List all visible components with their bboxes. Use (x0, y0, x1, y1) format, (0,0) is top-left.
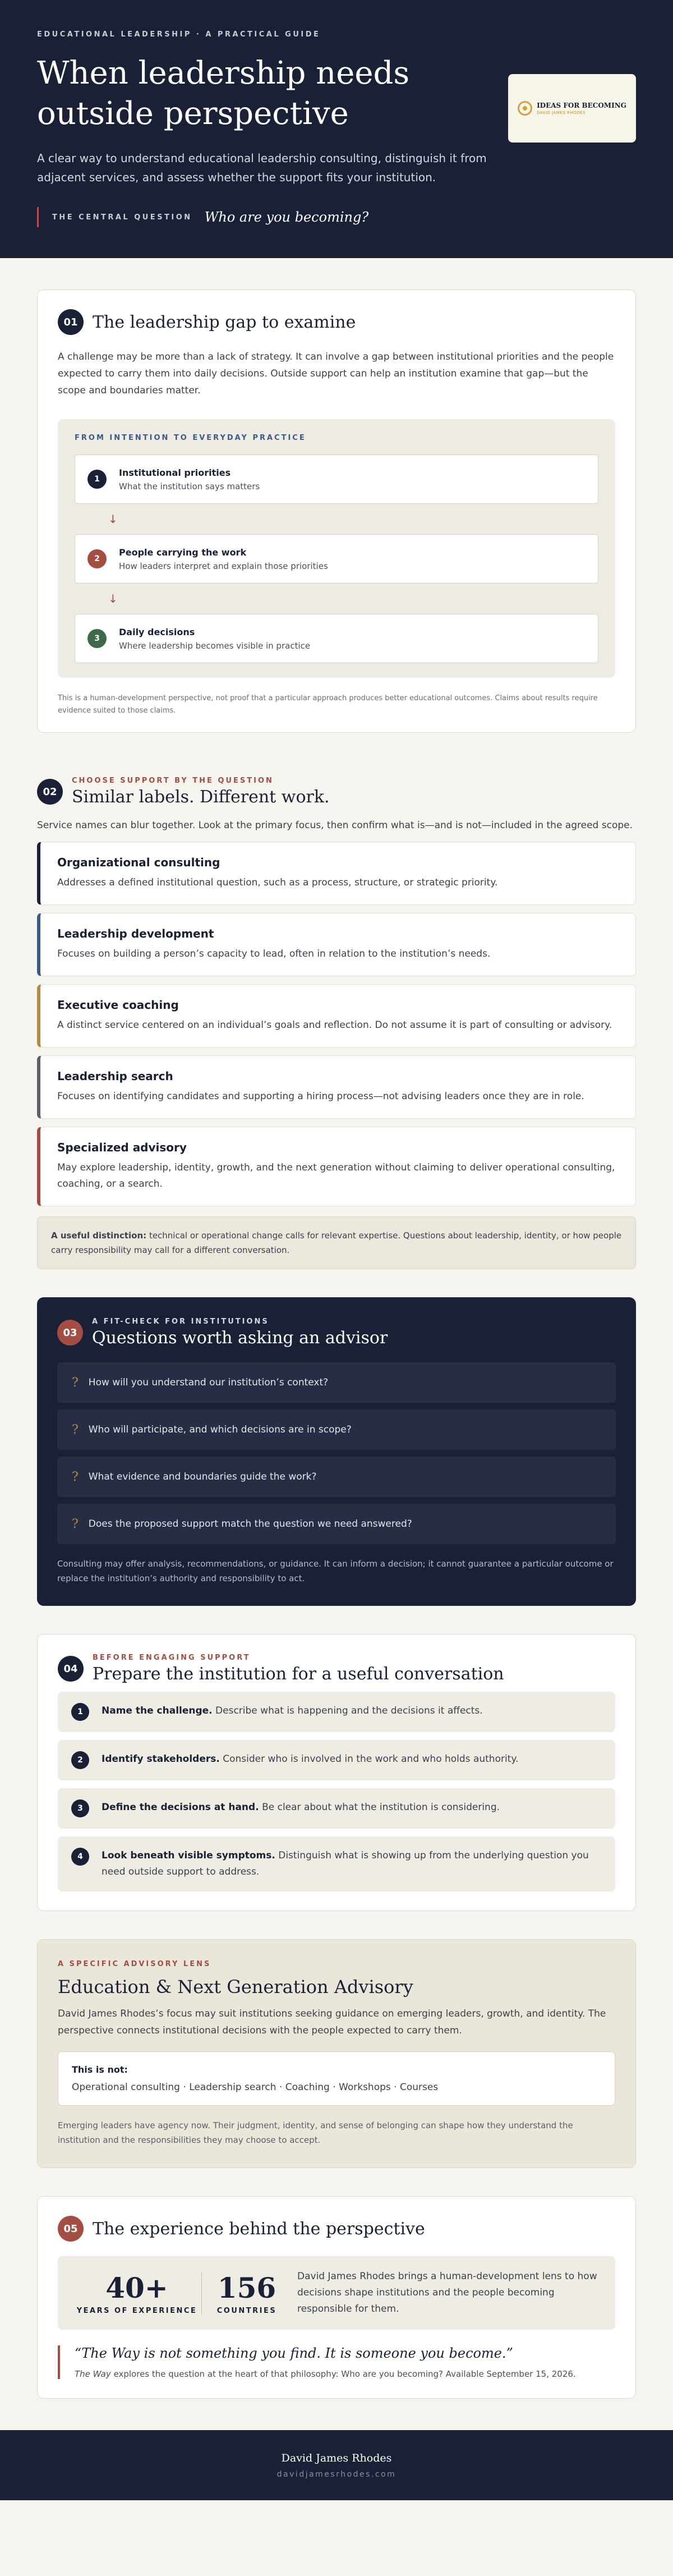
service-card (37, 984, 636, 1048)
question-mark-icon: ? (72, 1470, 79, 1484)
section-body: A challenge may be more than a lack of strategy. It can involve a gap between institutional priorities and the people expected to carry them into daily decisions. Outside support can help an institution examine that gap—but the scope and boundaries matter. (58, 351, 614, 396)
down-arrow-icon: ↓ (108, 512, 118, 526)
central-question-label: THE CENTRAL QUESTION (52, 213, 192, 222)
step-title: Daily decisions (119, 626, 195, 637)
service-card (37, 842, 636, 905)
main-content (37, 290, 636, 2399)
prep-number: 3 (71, 1799, 89, 1817)
quote-text: “The Way is not something you find. It is someone you become.” (75, 2345, 513, 2361)
question-mark-icon: ? (72, 1517, 79, 1531)
quote-source (75, 2369, 615, 2379)
stat-label: COUNTRIES (216, 2306, 277, 2315)
step-number: 2 (87, 549, 107, 568)
section-experience (37, 2196, 636, 2399)
intention-flow (58, 419, 615, 678)
service-desc: May explore leadership, identity, growth, and the next generation without claiming to deliver operational consulting, coaching, or a search. (57, 1162, 615, 1190)
step-number: 3 (87, 629, 107, 648)
service-title: Organizational consulting (57, 856, 220, 869)
question-text: How will you understand our institution’s context? (88, 1377, 329, 1388)
section-kicker: A FIT-CHECK FOR INSTITUTIONS (92, 1317, 269, 1326)
site-footer (0, 2430, 673, 2500)
section-title: Questions worth asking an advisor (92, 1328, 388, 1348)
stat-label: YEARS OF EXPERIENCE (76, 2306, 197, 2315)
service-title: Specialized advisory (57, 1141, 187, 1154)
experience-stats (58, 2256, 615, 2330)
section-support-types (37, 777, 636, 1269)
note-text: technical or operational change calls for relevant expertise. Questions about leadership, identity, or how people carry responsibility may call for a different conversation. (51, 1230, 622, 1255)
section-kicker: BEFORE ENGAGING SUPPORT (93, 1654, 251, 1662)
prep-text: Be clear about what the institution is considering. (259, 1802, 500, 1813)
section-number: 02 (37, 779, 63, 805)
step-number: 1 (87, 470, 107, 489)
prep-text: Describe what is happening and the decisions it affects. (212, 1705, 483, 1716)
hero-header (0, 0, 673, 258)
prep-item (58, 1836, 615, 1891)
flow-step (75, 534, 598, 584)
logo-name: IDEAS FOR BECOMING (537, 102, 626, 109)
section-lede: Service names can blur together. Look at the primary focus, then confirm what is—and is not—included in the agreed scope. (37, 820, 633, 831)
question-text: Does the proposed support match the question we need answered? (88, 1518, 412, 1530)
section-number: 05 (58, 2216, 84, 2242)
hero-lede: A clear way to understand educational leadership consulting, distinguish it from adjacent services, and assess whether the support fits your institution. (37, 151, 487, 184)
question-mark-icon: ? (72, 1375, 79, 1390)
stat-value: 40+ (105, 2271, 168, 2304)
prep-item (58, 1692, 615, 1732)
question-row (57, 1409, 616, 1450)
section-fit-check (37, 1297, 636, 1606)
disclaimer: This is a human-development perspective, not proof that a particular approach produces better educational outcomes. Claims about results require evidence suited to those claims. (58, 694, 598, 715)
distinction-note (37, 1216, 636, 1269)
section-prepare (37, 1634, 636, 1911)
stat-value: 156 (217, 2271, 276, 2304)
question-row (57, 1457, 616, 1497)
sun-logo-icon (518, 101, 532, 116)
section-kicker: CHOOSE SUPPORT BY THE QUESTION (72, 777, 274, 785)
section-footnote: Consulting may offer analysis, recommendations, or guidance. It can inform a decision; it cannot guarantee a particular outcome or replace the institution’s authority and responsibility to act. (57, 1559, 614, 1583)
section-kicker: A SPECIFIC ADVISORY LENS (58, 1960, 211, 1968)
service-card (37, 1127, 636, 1206)
service-title: Leadership development (57, 927, 214, 940)
flow-title: FROM INTENTION TO EVERYDAY PRACTICE (75, 434, 306, 442)
not-included-list: Operational consulting · Leadership search · Coaching · Workshops · Courses (72, 2082, 439, 2093)
book-title: The Way (75, 2369, 111, 2379)
prep-label: Define the decisions at hand. (102, 1802, 259, 1813)
prep-item (58, 1788, 615, 1829)
brand-logo[interactable] (508, 74, 636, 143)
section-number: 03 (57, 1320, 83, 1346)
page-title: When leadership needs outside perspective (37, 55, 410, 132)
prep-text: Consider who is involved in the work and who holds authority. (219, 1753, 519, 1765)
section-title: Similar labels. Different work. (72, 787, 330, 807)
stat-years (72, 2271, 201, 2315)
service-desc: A distinct service centered on an individual’s goals and reflection. Do not assume it is part of consulting or advisory. (57, 1020, 612, 1031)
section-leadership-gap (37, 290, 636, 733)
step-desc: How leaders interpret and explain those priorities (119, 561, 328, 571)
section-title: The leadership gap to examine (93, 312, 356, 332)
prep-number: 4 (71, 1848, 89, 1866)
service-card (37, 1055, 636, 1119)
flow-step (75, 614, 598, 663)
prep-number: 2 (71, 1751, 89, 1769)
question-text: Who will participate, and which decisions are in scope? (88, 1424, 352, 1435)
service-desc: Addresses a defined institutional question, such as a process, structure, or strategic priority. (57, 877, 498, 888)
section-body: David James Rhodes’s focus may suit institutions seeking guidance on emerging leaders, growth, and identity. The perspective connects institutional decisions with the people expected to carry them. (58, 2008, 606, 2036)
book-quote (58, 2345, 615, 2379)
footer-url-link[interactable]: davidjamesrhodes.com (276, 2469, 397, 2479)
question-mark-icon: ? (72, 1422, 79, 1437)
section-number: 01 (58, 309, 84, 335)
section-title: Prepare the institution for a useful conversation (93, 1664, 504, 1684)
not-included-label: This is not: (72, 2064, 128, 2075)
section-number: 04 (58, 1656, 84, 1682)
service-title: Executive coaching (57, 998, 179, 1012)
not-included-box (58, 2051, 615, 2106)
section-title: The experience behind the perspective (93, 2219, 425, 2239)
central-question (37, 207, 636, 227)
service-desc: Focuses on identifying candidates and supporting a hiring process—not advising leaders once they are in role. (57, 1091, 584, 1102)
question-row (57, 1504, 616, 1544)
section-footnote: Emerging leaders have agency now. Their judgment, identity, and sense of belonging can shape how they understand the institution and the responsibilities they may choose to accept. (58, 2120, 573, 2145)
step-desc: What the institution says matters (119, 481, 260, 492)
prep-number: 1 (71, 1703, 89, 1721)
question-row (57, 1362, 616, 1403)
logo-subtitle: DAVID JAMES RHODES (537, 111, 586, 115)
prep-label: Look beneath visible symptoms. (102, 1850, 275, 1861)
book-description: explores the question at the heart of that philosophy: Who are you becoming? Available September 15, 2026. (110, 2369, 576, 2379)
section-advisory-lens (37, 1939, 636, 2168)
prep-label: Identify stakeholders. (102, 1753, 220, 1765)
prep-item (58, 1740, 615, 1780)
step-title: Institutional priorities (119, 467, 231, 478)
step-desc: Where leadership becomes visible in practice (119, 640, 311, 651)
step-title: People carrying the work (119, 547, 247, 558)
service-card (37, 913, 636, 976)
stat-countries (202, 2271, 292, 2315)
flow-step (75, 454, 598, 504)
hero-eyebrow: EDUCATIONAL LEADERSHIP · A PRACTICAL GUIDE (37, 30, 321, 39)
service-desc: Focuses on building a person’s capacity to lead, often in relation to the institution’s needs. (57, 948, 491, 959)
service-title: Leadership search (57, 1069, 173, 1083)
prep-label: Name the challenge. (102, 1705, 213, 1716)
footer-name: David James Rhodes (281, 2451, 392, 2464)
section-title: Education & Next Generation Advisory (58, 1976, 413, 1998)
note-label: A useful distinction: (51, 1230, 147, 1241)
question-text: What evidence and boundaries guide the work? (88, 1471, 317, 1482)
stat-description: David James Rhodes brings a human-development lens to how decisions shape institutions and the people becoming responsible for them. (297, 2271, 597, 2315)
down-arrow-icon: ↓ (108, 592, 118, 605)
prep-text: Distinguish what is showing up from the underlying question you need outside support to address. (102, 1850, 589, 1877)
central-question-text: Who are you becoming? (204, 209, 369, 225)
